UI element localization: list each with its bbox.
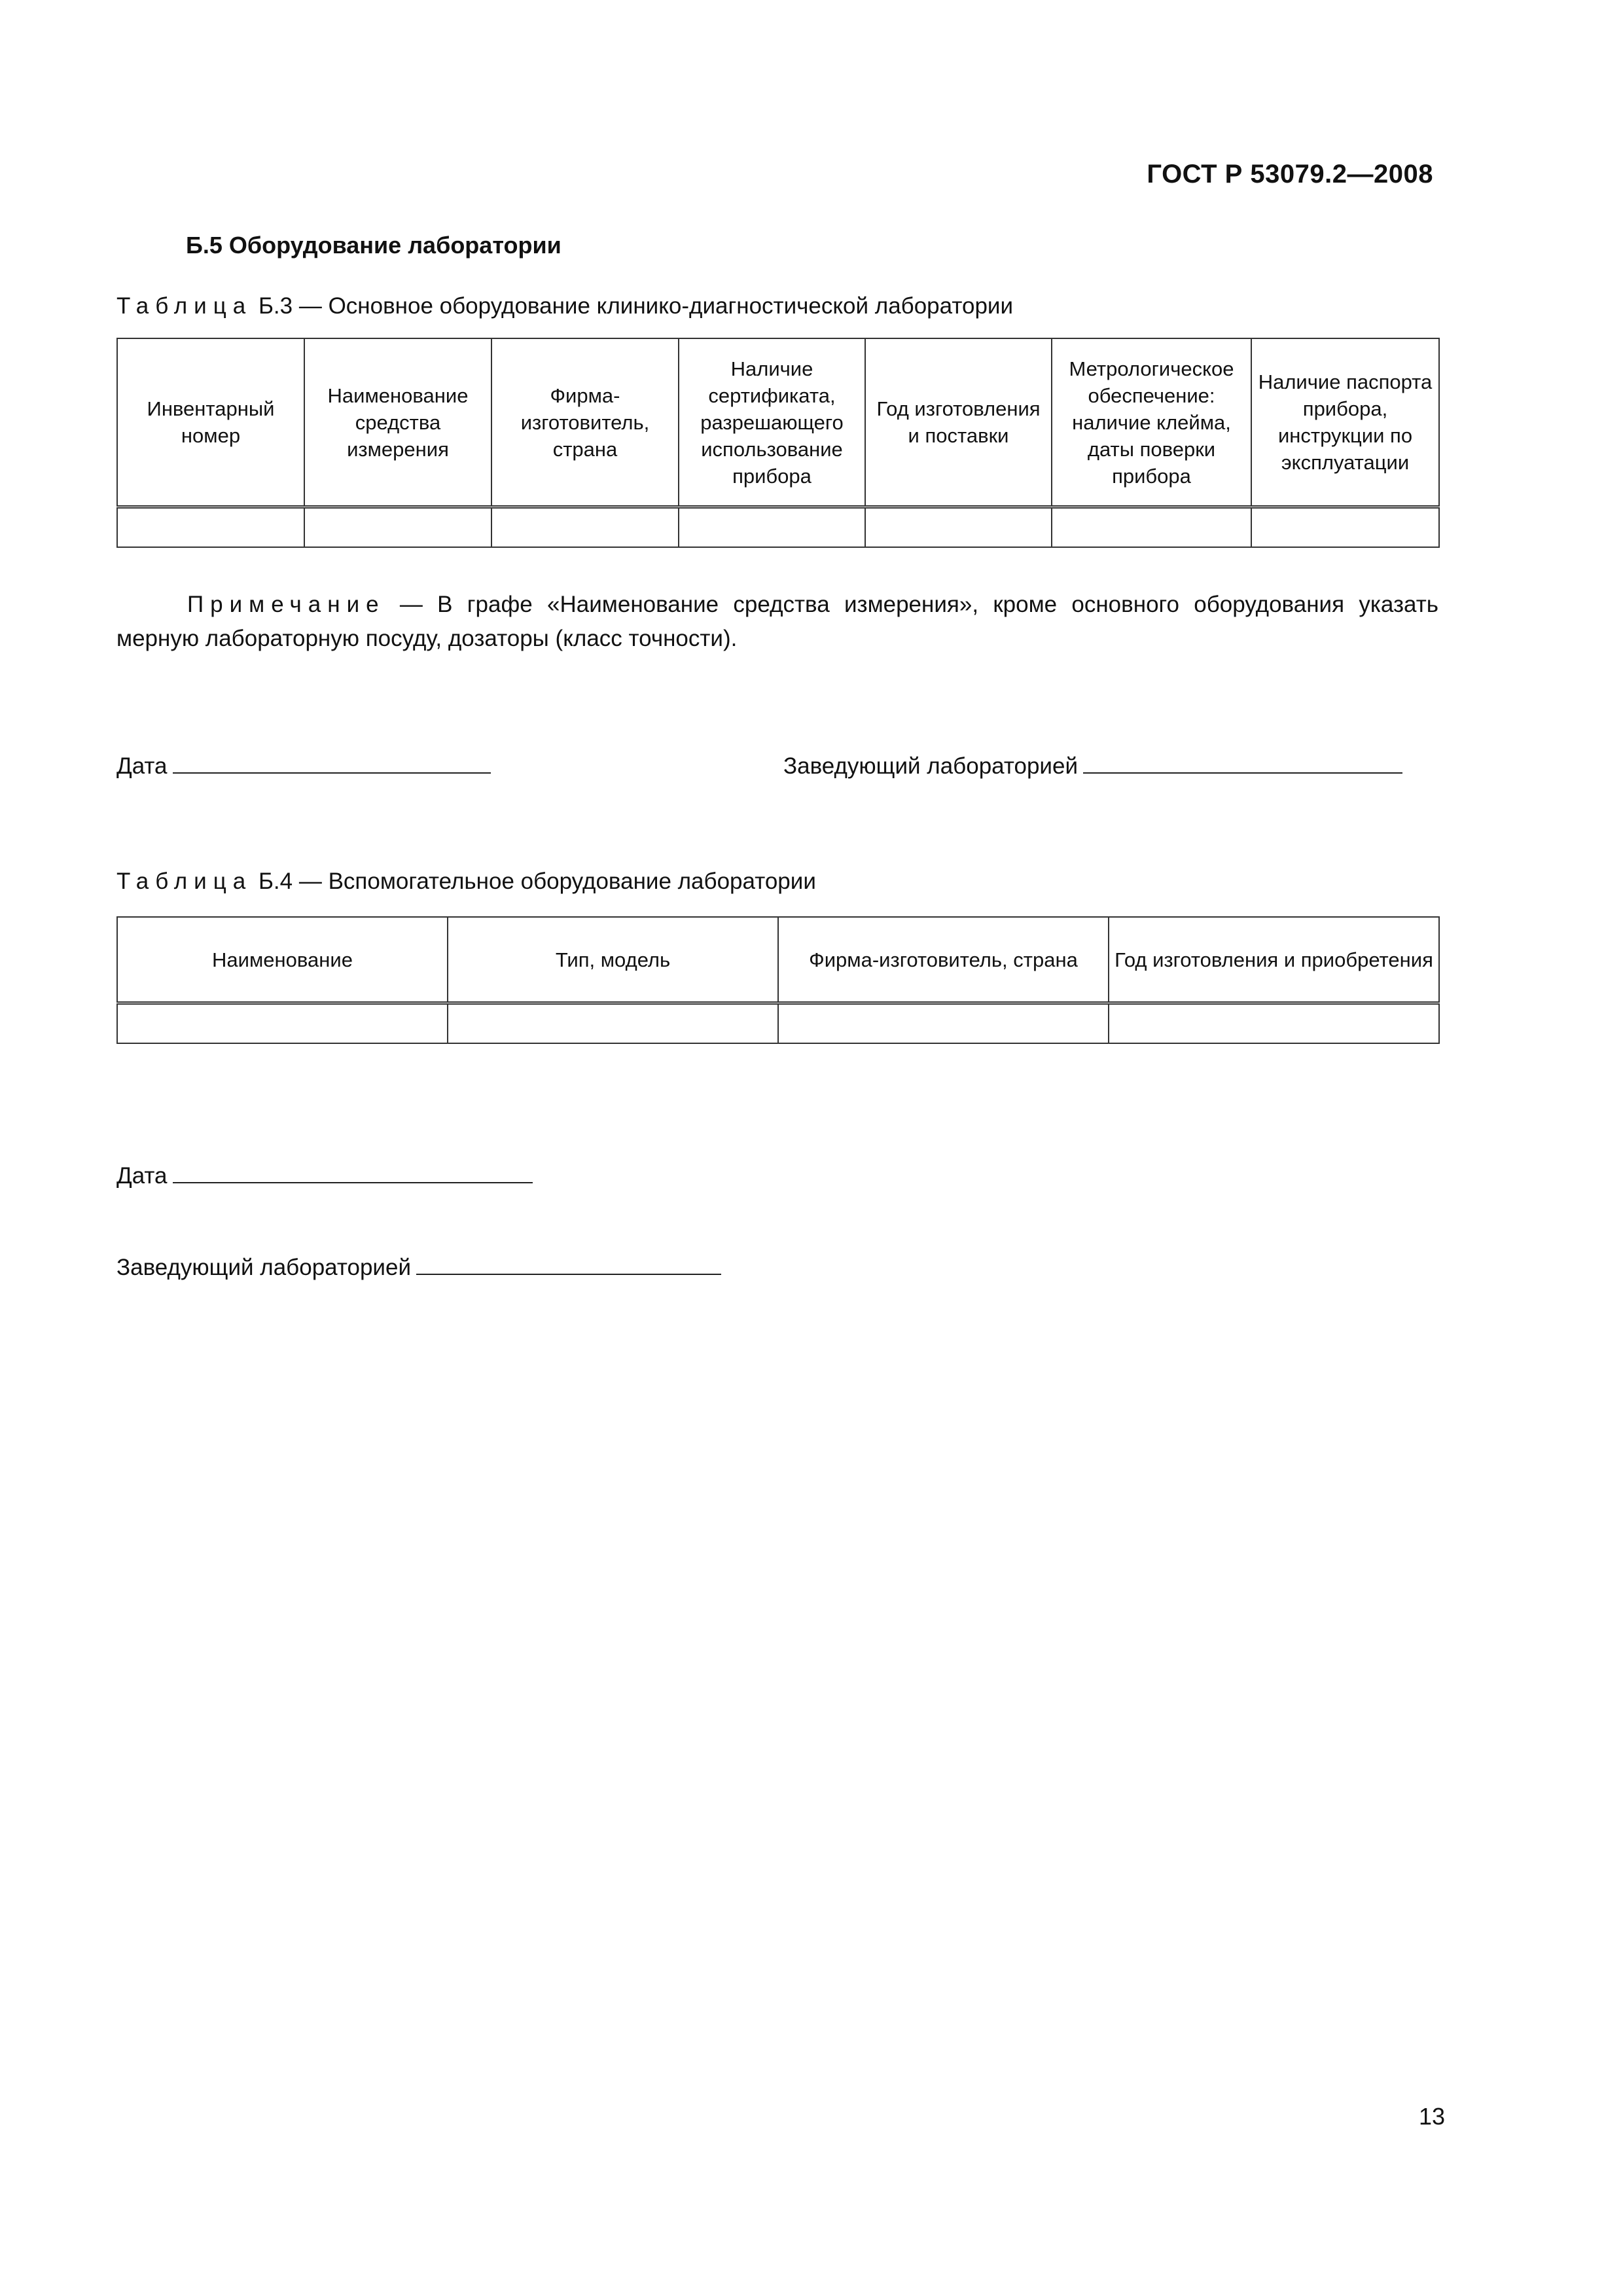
table-cell[interactable] xyxy=(117,1003,448,1044)
head-label: Заведующий лабораторией xyxy=(783,753,1078,779)
signature-head-2 xyxy=(116,1249,721,1281)
table-b4-caption-prefix: Таблица xyxy=(116,869,253,894)
table-cell[interactable] xyxy=(865,507,1052,548)
section-heading: Б.5 Оборудование лаборатории xyxy=(186,232,562,259)
table-b3-header-instrument-name: Наименование средства измерения xyxy=(304,338,491,507)
table-cell[interactable] xyxy=(778,1003,1109,1044)
table-cell[interactable] xyxy=(1251,507,1439,548)
note-text: — В графе «Наименование средства измерения», кроме основного оборудования указать мерную лабораторную посуду, дозаторы (класс точности). xyxy=(116,592,1438,651)
signature-blank-line[interactable] xyxy=(416,1249,721,1275)
table-b3-header-manufacturer: Фирма-изготовитель, страна xyxy=(491,338,679,507)
table-b4-header-type-model: Тип, модель xyxy=(448,917,778,1003)
signature-date-2 xyxy=(116,1157,533,1189)
table-b4-header-name: Наименование xyxy=(117,917,448,1003)
document-code: ГОСТ Р 53079.2—2008 xyxy=(1147,160,1433,188)
table-b3-header-passport: Наличие паспорта прибора, инструкции по эксплуатации xyxy=(1251,338,1439,507)
table-b3-header-certificate: Наличие сертификата, разрешающего использование прибора xyxy=(679,338,865,507)
table-b4-caption xyxy=(116,869,816,895)
table-b3-header-inventory-number: Инвентарный номер xyxy=(117,338,304,507)
signature-date-1 xyxy=(116,747,491,780)
table-b4-caption-text: Б.4 — Вспомогательное оборудование лаборатории xyxy=(252,869,816,894)
table-b4-header-year: Год изготовления и приобретения xyxy=(1109,917,1439,1003)
date-label: Дата xyxy=(116,1163,168,1189)
table-row xyxy=(117,1003,1439,1044)
table-cell[interactable] xyxy=(1052,507,1251,548)
date-blank-line[interactable] xyxy=(173,747,491,774)
table-b3-caption-prefix: Таблица xyxy=(116,293,253,319)
table-b4-header-manufacturer: Фирма-изготовитель, страна xyxy=(778,917,1109,1003)
table-b3 xyxy=(116,338,1440,548)
signature-head-1 xyxy=(783,747,1402,780)
table-cell[interactable] xyxy=(448,1003,778,1044)
date-label: Дата xyxy=(116,753,168,779)
table-b3-header-row xyxy=(117,338,1439,507)
table-b3-header-metrology: Метрологическое обеспечение: наличие клейма, даты поверки прибора xyxy=(1052,338,1251,507)
table-cell[interactable] xyxy=(117,507,304,548)
table-cell[interactable] xyxy=(491,507,679,548)
table-cell[interactable] xyxy=(304,507,491,548)
table-b3-caption xyxy=(116,293,1013,319)
table-b3-note xyxy=(116,588,1438,656)
table-b4-header-row xyxy=(117,917,1439,1003)
date-blank-line[interactable] xyxy=(173,1157,533,1183)
note-label: Примечание xyxy=(187,592,385,617)
table-cell[interactable] xyxy=(679,507,865,548)
head-label: Заведующий лабораторией xyxy=(116,1255,411,1280)
table-b4 xyxy=(116,916,1440,1044)
table-b3-header-year: Год изготовления и поставки xyxy=(865,338,1052,507)
table-b3-caption-text: Б.3 — Основное оборудование клинико-диагностической лаборатории xyxy=(252,293,1014,319)
table-cell[interactable] xyxy=(1109,1003,1439,1044)
signature-blank-line[interactable] xyxy=(1083,747,1402,774)
table-row xyxy=(117,507,1439,548)
page-number: 13 xyxy=(1418,2103,1445,2130)
